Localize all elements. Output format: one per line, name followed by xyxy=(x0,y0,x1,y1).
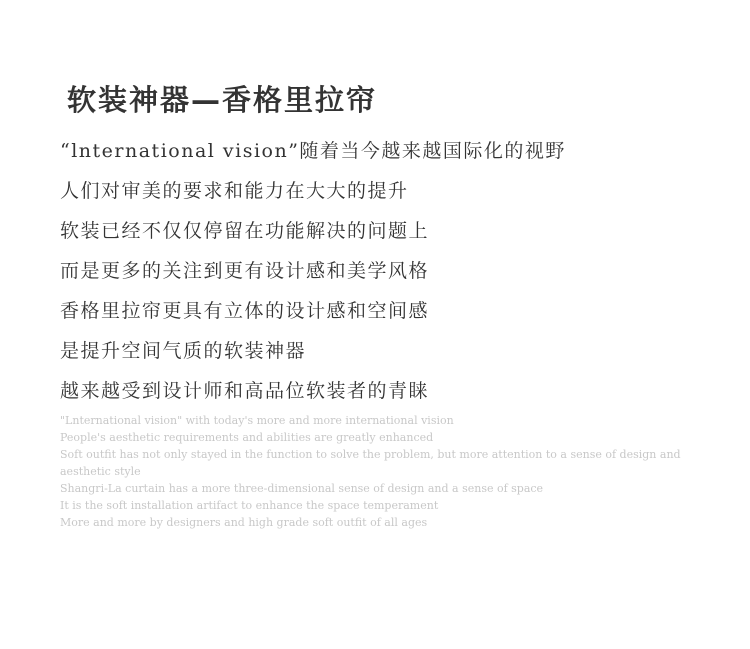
english-line: It is the soft installation artifact to enhance the space temperament xyxy=(60,499,439,512)
english-text-block xyxy=(60,412,690,531)
chinese-text-block xyxy=(60,136,566,416)
chinese-line: “lnternational vision”随着当今越来越国际化的视野 xyxy=(60,140,566,162)
chinese-line: 越来越受到设计师和高品位软装者的青睐 xyxy=(60,380,430,402)
chinese-line: 人们对审美的要求和能力在大大的提升 xyxy=(60,180,409,202)
english-line: People's aesthetic requirements and abilities are greatly enhanced xyxy=(60,431,434,444)
chinese-line: 而是更多的关注到更有设计感和美学风格 xyxy=(60,260,430,282)
english-line: "Lnternational vision" with today's more and more international vision xyxy=(60,414,454,427)
english-line: More and more by designers and high grade soft outfit of all ages xyxy=(60,516,428,529)
chinese-line: 是提升空间气质的软装神器 xyxy=(60,340,307,362)
chinese-line: 香格里拉帘更具有立体的设计感和空间感 xyxy=(60,300,430,322)
english-line: Soft outfit has not only stayed in the function to solve the problem, but more attention to a sense of design and aesthetic style xyxy=(60,448,681,478)
page-title: 软装神器—香格里拉帘 xyxy=(67,83,378,117)
english-line: Shangri-La curtain has a more three-dimensional sense of design and a sense of space xyxy=(60,482,544,495)
chinese-line: 软装已经不仅仅停留在功能解决的问题上 xyxy=(60,220,430,242)
